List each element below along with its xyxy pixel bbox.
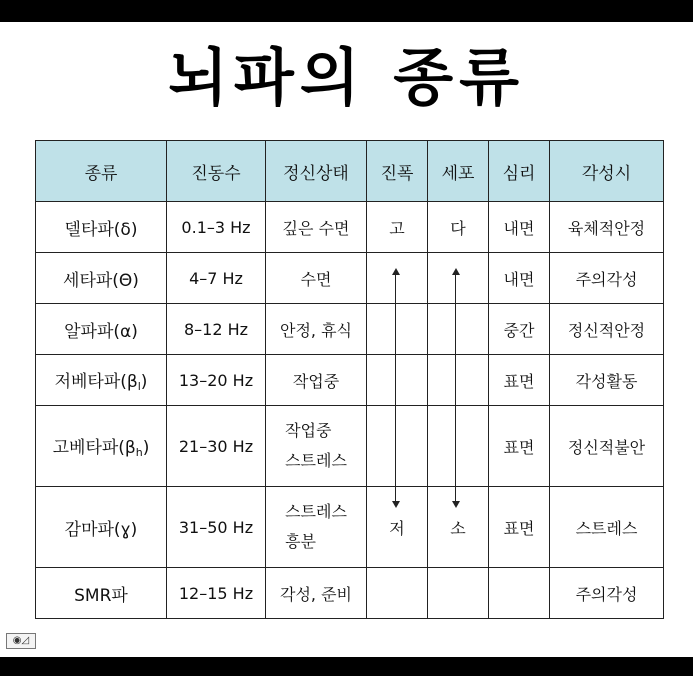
header-mental-state: 정신상태 xyxy=(266,141,367,202)
cells-arrow-icon xyxy=(455,274,456,502)
cell-cells xyxy=(428,304,489,355)
brainwave-table xyxy=(35,140,664,619)
speaker-icon[interactable]: ◉◿ xyxy=(6,633,36,649)
table-row xyxy=(36,406,664,487)
header-type: 종류 xyxy=(36,141,167,202)
cell-frequency: 21–30 Hz xyxy=(167,406,266,487)
table-row xyxy=(36,253,664,304)
cell-frequency: 13–20 Hz xyxy=(167,355,266,406)
cell-amplitude xyxy=(367,253,428,304)
type-label: 감마파(ɣ) xyxy=(64,519,138,540)
cell-awake: 스트레스 xyxy=(550,487,664,568)
state-line: 스트레스 xyxy=(285,451,347,470)
cell-psychology: 표면 xyxy=(489,487,550,568)
cell-cells xyxy=(428,406,489,487)
cell-cells: 다 xyxy=(428,202,489,253)
cell-awake: 주의각성 xyxy=(550,253,664,304)
state-line: 흥분 xyxy=(285,532,316,551)
cell-frequency: 31–50 Hz xyxy=(167,487,266,568)
slide xyxy=(0,22,693,657)
cell-awake: 정신적불안 xyxy=(550,406,664,487)
amplitude-arrow-icon xyxy=(395,274,396,502)
type-label: 저베타파(β xyxy=(54,372,138,392)
cell-awake: 육체적안정 xyxy=(550,202,664,253)
cell-amplitude: 저 xyxy=(367,487,428,568)
cell-cells xyxy=(428,253,489,304)
cell-cells xyxy=(428,568,489,619)
cell-frequency: 4–7 Hz xyxy=(167,253,266,304)
type-label: 세타파(Θ) xyxy=(63,270,139,291)
cell-type xyxy=(36,202,167,253)
bottom-black-bar xyxy=(0,657,693,676)
table-row xyxy=(36,568,664,619)
type-label: 알파파(α) xyxy=(64,321,138,342)
cell-mental-state: 수면 xyxy=(266,253,367,304)
state-line: 스트레스 xyxy=(285,502,347,521)
cell-amplitude: 고 xyxy=(367,202,428,253)
type-subscript: l xyxy=(137,380,141,393)
header-psychology: 심리 xyxy=(489,141,550,202)
cell-amplitude xyxy=(367,406,428,487)
cell-type xyxy=(36,568,167,619)
table-row xyxy=(36,355,664,406)
cell-mental-state: 깊은 수면 xyxy=(266,202,367,253)
cell-psychology: 내면 xyxy=(489,253,550,304)
header-amplitude: 진폭 xyxy=(367,141,428,202)
type-close: ) xyxy=(142,438,150,458)
state-line: 작업중 xyxy=(285,421,332,440)
cell-mental-state: 작업중 xyxy=(266,355,367,406)
cell-type xyxy=(36,406,167,487)
cell-amplitude xyxy=(367,304,428,355)
cell-mental-state: 안정, 휴식 xyxy=(266,304,367,355)
cell-type xyxy=(36,355,167,406)
cell-psychology xyxy=(489,568,550,619)
type-label: 델타파(δ) xyxy=(64,219,138,240)
cell-cells: 소 xyxy=(428,487,489,568)
type-close: ) xyxy=(140,372,148,392)
cell-psychology: 내면 xyxy=(489,202,550,253)
cell-psychology: 표면 xyxy=(489,355,550,406)
table-row xyxy=(36,487,664,568)
cell-amplitude xyxy=(367,568,428,619)
page-title: 뇌파의 종류 xyxy=(167,41,526,114)
cell-frequency: 0.1–3 Hz xyxy=(167,202,266,253)
cell-cells xyxy=(428,355,489,406)
cell-type xyxy=(36,253,167,304)
cell-awake: 정신적안정 xyxy=(550,304,664,355)
top-black-bar xyxy=(0,0,693,22)
cell-mental-state xyxy=(266,487,367,568)
cell-psychology: 표면 xyxy=(489,406,550,487)
cell-psychology: 중간 xyxy=(489,304,550,355)
header-cells: 세포 xyxy=(428,141,489,202)
cell-frequency: 8–12 Hz xyxy=(167,304,266,355)
cell-awake: 주의각성 xyxy=(550,568,664,619)
table-row xyxy=(36,202,664,253)
cell-type xyxy=(36,487,167,568)
table-row xyxy=(36,304,664,355)
header-frequency: 진동수 xyxy=(167,141,266,202)
type-label: 고베타파(β xyxy=(52,438,136,458)
type-subscript: h xyxy=(135,446,143,459)
table-header-row xyxy=(36,141,664,202)
cell-amplitude xyxy=(367,355,428,406)
cell-mental-state xyxy=(266,406,367,487)
cell-type xyxy=(36,304,167,355)
cell-frequency: 12–15 Hz xyxy=(167,568,266,619)
header-awake: 각성시 xyxy=(550,141,664,202)
cell-mental-state: 각성, 준비 xyxy=(266,568,367,619)
type-label: SMR파 xyxy=(74,585,128,606)
cell-awake: 각성활동 xyxy=(550,355,664,406)
